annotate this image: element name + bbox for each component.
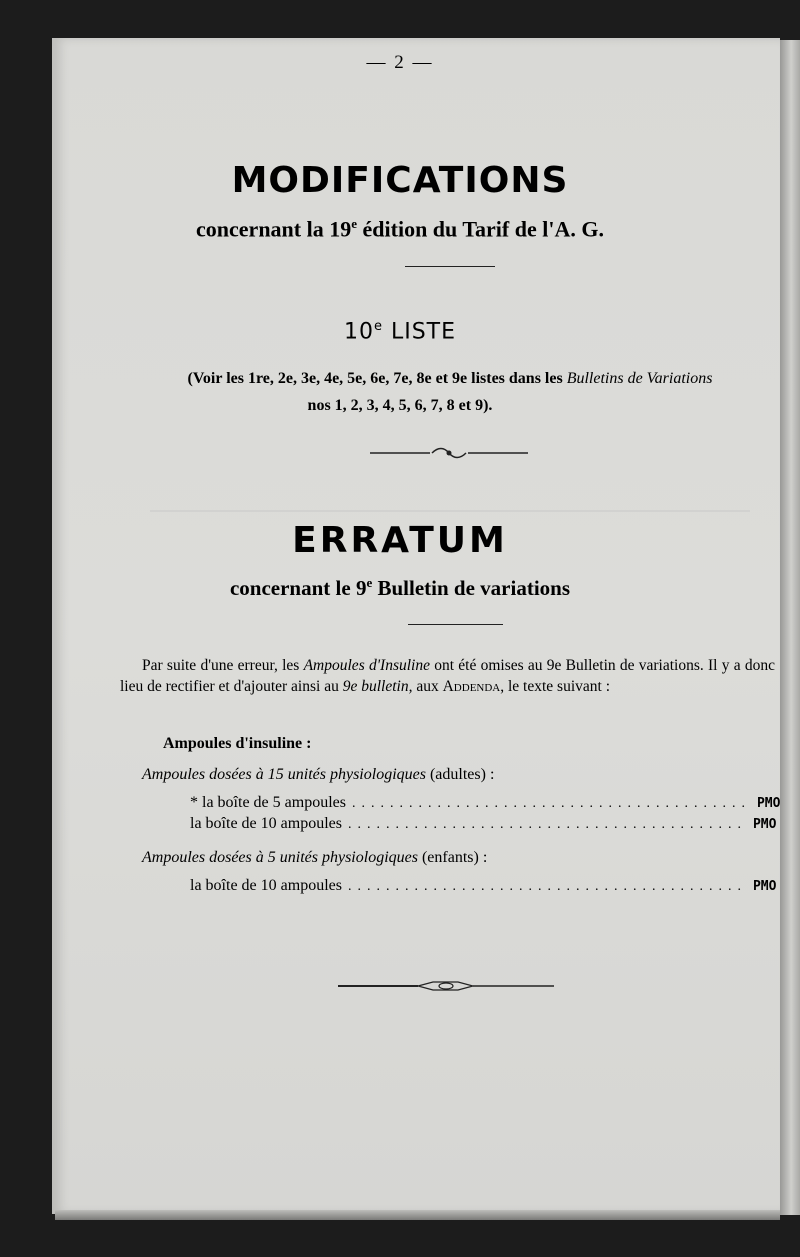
liste-heading <box>0 319 800 344</box>
voir-italic: Bulletins de Variations <box>566 370 713 387</box>
category-children <box>142 849 487 867</box>
category-children-plain: (enfants) : <box>417 849 488 866</box>
item-label: la boîte de 10 ampoules <box>190 877 342 894</box>
item-leader-dots: .......................................... <box>347 879 747 894</box>
item-price: PMO <box>756 796 781 811</box>
voir-text: (Voir les 1re, 2e, 3e, 4e, 5e, 6e, 7e, 8e et 9e listes dans les <box>187 370 563 387</box>
erratum-subtitle-post: Bulletin de variations <box>372 576 571 600</box>
erratum-title: ERRATUM <box>292 520 508 561</box>
erratum-subtitle-pre: concernant le 9 <box>229 576 367 600</box>
divider-rule-2 <box>408 624 503 625</box>
document-page <box>52 38 780 1214</box>
section-title: Ampoules d'insuline : <box>163 735 312 752</box>
subtitle-sup: e <box>351 216 358 231</box>
erratum-subtitle <box>0 575 800 601</box>
para-part4: , le texte suivant : <box>500 678 611 695</box>
modifications-title: MODIFICATIONS <box>231 160 569 201</box>
para-italic1: Ampoules d'Insuline <box>303 657 430 674</box>
category-adults-plain: (adultes) : <box>425 766 495 783</box>
liste-number: 10 <box>343 319 374 345</box>
page-edge-bottom <box>55 1210 780 1220</box>
para-italic2: 9e bulletin, <box>342 678 413 695</box>
erratum-paragraph <box>120 655 775 697</box>
item-label: * la boîte de 5 ampoules <box>190 794 346 811</box>
category-children-italic: Ampoules dosées à 5 unités physiologiques <box>142 849 418 866</box>
category-adults-italic: Ampoules dosées à 15 unités physiologiques <box>142 766 426 783</box>
divider-rule <box>405 266 495 267</box>
item-leader-dots: .......................................... <box>351 796 751 811</box>
voir-note-line2: nos 1, 2, 3, 4, 5, 6, 7, 8 et 9). <box>307 397 493 414</box>
item-price: PMO <box>752 817 777 832</box>
erratum-subtitle-sup: e <box>366 575 373 590</box>
item-leader-dots: .......................................... <box>347 817 747 832</box>
category-adults <box>142 766 494 784</box>
voir-note-line1 <box>120 370 780 388</box>
liste-sup: e <box>373 319 383 334</box>
list-item <box>190 877 777 895</box>
item-price: PMO <box>752 879 777 894</box>
item-label: la boîte de 10 ampoules <box>190 815 342 832</box>
liste-label: LISTE <box>382 319 457 345</box>
para-smallcaps: Addenda <box>442 678 501 695</box>
list-item <box>190 815 777 833</box>
para-part1: Par suite d'une erreur, les <box>142 657 304 674</box>
page-number: — 2 — <box>366 52 434 73</box>
modifications-subtitle <box>0 216 800 242</box>
list-item <box>190 794 781 812</box>
para-part3: aux <box>412 678 443 695</box>
subtitle-text-post: édition du Tarif de l'A. G. <box>357 216 604 242</box>
ornament-divider-bottom <box>338 978 554 994</box>
para-part2: ont été omises au 9e Bulletin de variations. Il y a donc lieu de rectifier et d'ajouter ainsi au <box>120 657 775 695</box>
subtitle-text-pre: concernant la 19 <box>196 216 352 242</box>
ornament-divider <box>370 446 528 460</box>
